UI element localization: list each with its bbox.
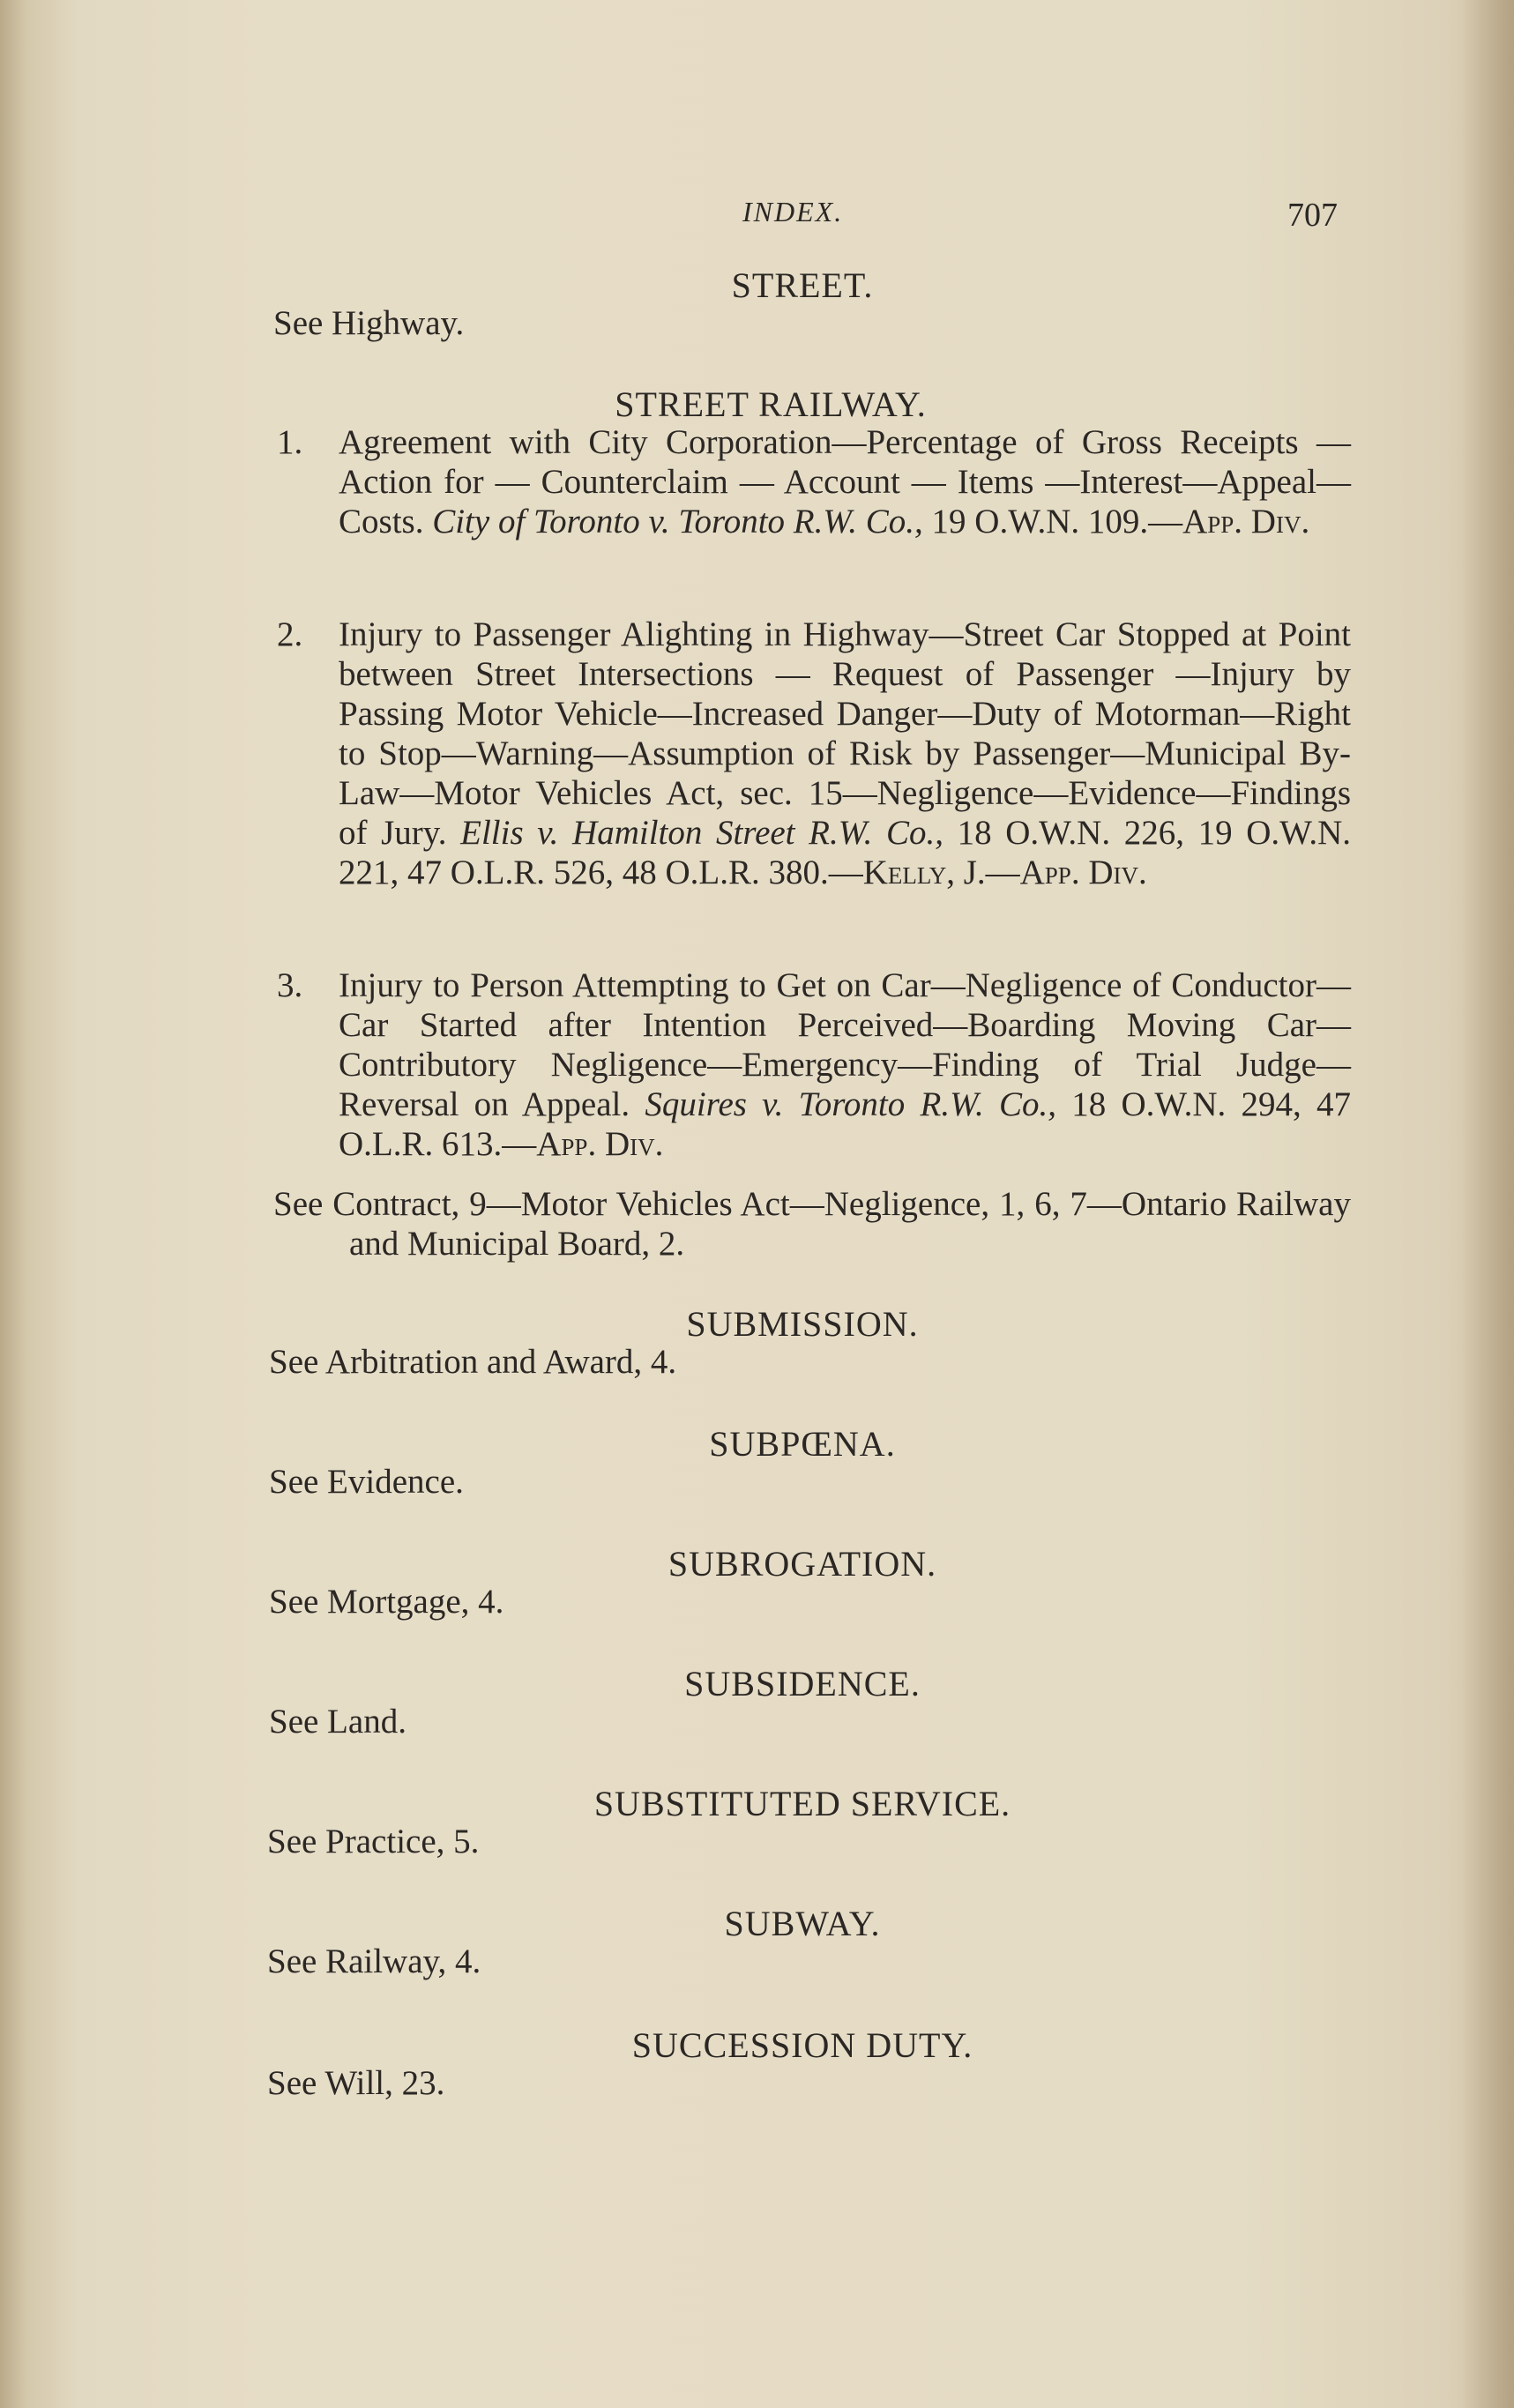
see-reference-subway: See Railway, 4. bbox=[267, 1942, 481, 1980]
see-reference-succession-duty: See Will, 23. bbox=[267, 2064, 445, 2102]
see-reference-subrogation: See Mortgage, 4. bbox=[269, 1583, 504, 1621]
court-reference: App. Div. bbox=[1182, 503, 1310, 540]
case-citation: 18 O.W.N. 294, 47 O.L.R. 613.— bbox=[339, 1085, 1352, 1163]
heading-substituted-service: SUBSTITUTED SERVICE. bbox=[593, 1784, 1011, 1823]
case-name: City of Toronto v. Toronto R.W. Co., bbox=[432, 503, 923, 540]
heading-succession-duty: SUCCESSION DUTY. bbox=[631, 2025, 973, 2065]
see-reference-submission: See Arbitration and Award, 4. bbox=[269, 1343, 677, 1381]
heading-subway: SUBWAY. bbox=[724, 1904, 881, 1943]
heading-street: STREET. bbox=[731, 265, 874, 305]
heading-subsidence: SUBSIDENCE. bbox=[684, 1664, 921, 1703]
entry-subject: Injury to Passenger Alighting in Highway—Street Car Stopped at Point between Street Intersections — Request of Passenger —Injury by Passing Motor Vehicle—Increased Danger—Duty of Motorman—Right to Stop—Warning—Assumption of Risk by Passenger—Municipal By-Law—Motor Vehicles Act, sec. 15—Negligence—Evidence—Findings of Jury. bbox=[339, 615, 1351, 852]
page-number: 707 bbox=[1287, 197, 1338, 234]
heading-submission: SUBMISSION. bbox=[686, 1304, 919, 1344]
entry-subject: Agreement with City Corporation—Percentage of Gross Receipts — Action for — Counterclaim — Account — Items —Interest—Appeal—Costs. bbox=[339, 423, 1351, 540]
case-citation: 18 O.W.N. 226, 19 O.W.N. 221, 47 O.L.R. 526, 48 O.L.R. 380.— bbox=[339, 814, 1351, 891]
entry-number: 3. bbox=[277, 966, 303, 1004]
running-title: INDEX. bbox=[742, 196, 844, 227]
see-reference-subpoena: See Evidence. bbox=[269, 1463, 464, 1501]
see-reference-subsidence: See Land. bbox=[269, 1703, 406, 1741]
court-reference: App. Div. bbox=[536, 1125, 664, 1163]
see-also-street-railway: See Contract, 9—Motor Vehicles Act—Negligence, 1, 6, 7—Ontario Railway and Municipal Board, 2. bbox=[273, 1185, 1351, 1263]
case-name: Ellis v. Hamilton Street R.W. Co., bbox=[460, 814, 944, 852]
heading-subpoena: SUBPŒNA. bbox=[709, 1424, 896, 1464]
heading-subrogation: SUBROGATION. bbox=[668, 1544, 937, 1584]
entry-subject: Injury to Person Attempting to Get on Car—Negligence of Conductor—Car Started after Intention Perceived—Boarding Moving Car—Contributory Negligence—Emergency—Finding of Trial Judge—Reversal on Appeal. bbox=[339, 966, 1351, 1123]
case-name: Squires v. Toronto R.W. Co., bbox=[645, 1085, 1056, 1123]
index-entry bbox=[277, 422, 1351, 541]
case-citation: 19 O.W.N. 109.— bbox=[931, 503, 1183, 540]
court-reference: Kelly, J.—App. Div. bbox=[862, 854, 1147, 891]
see-reference-street: See Highway. bbox=[273, 304, 465, 342]
entry-number: 2. bbox=[277, 615, 303, 653]
entry-number: 1. bbox=[277, 423, 303, 461]
heading-street-railway: STREET RAILWAY. bbox=[615, 384, 927, 424]
index-entry bbox=[277, 965, 1352, 1164]
see-reference-substituted-service: See Practice, 5. bbox=[267, 1823, 480, 1860]
index-entry bbox=[277, 615, 1351, 892]
